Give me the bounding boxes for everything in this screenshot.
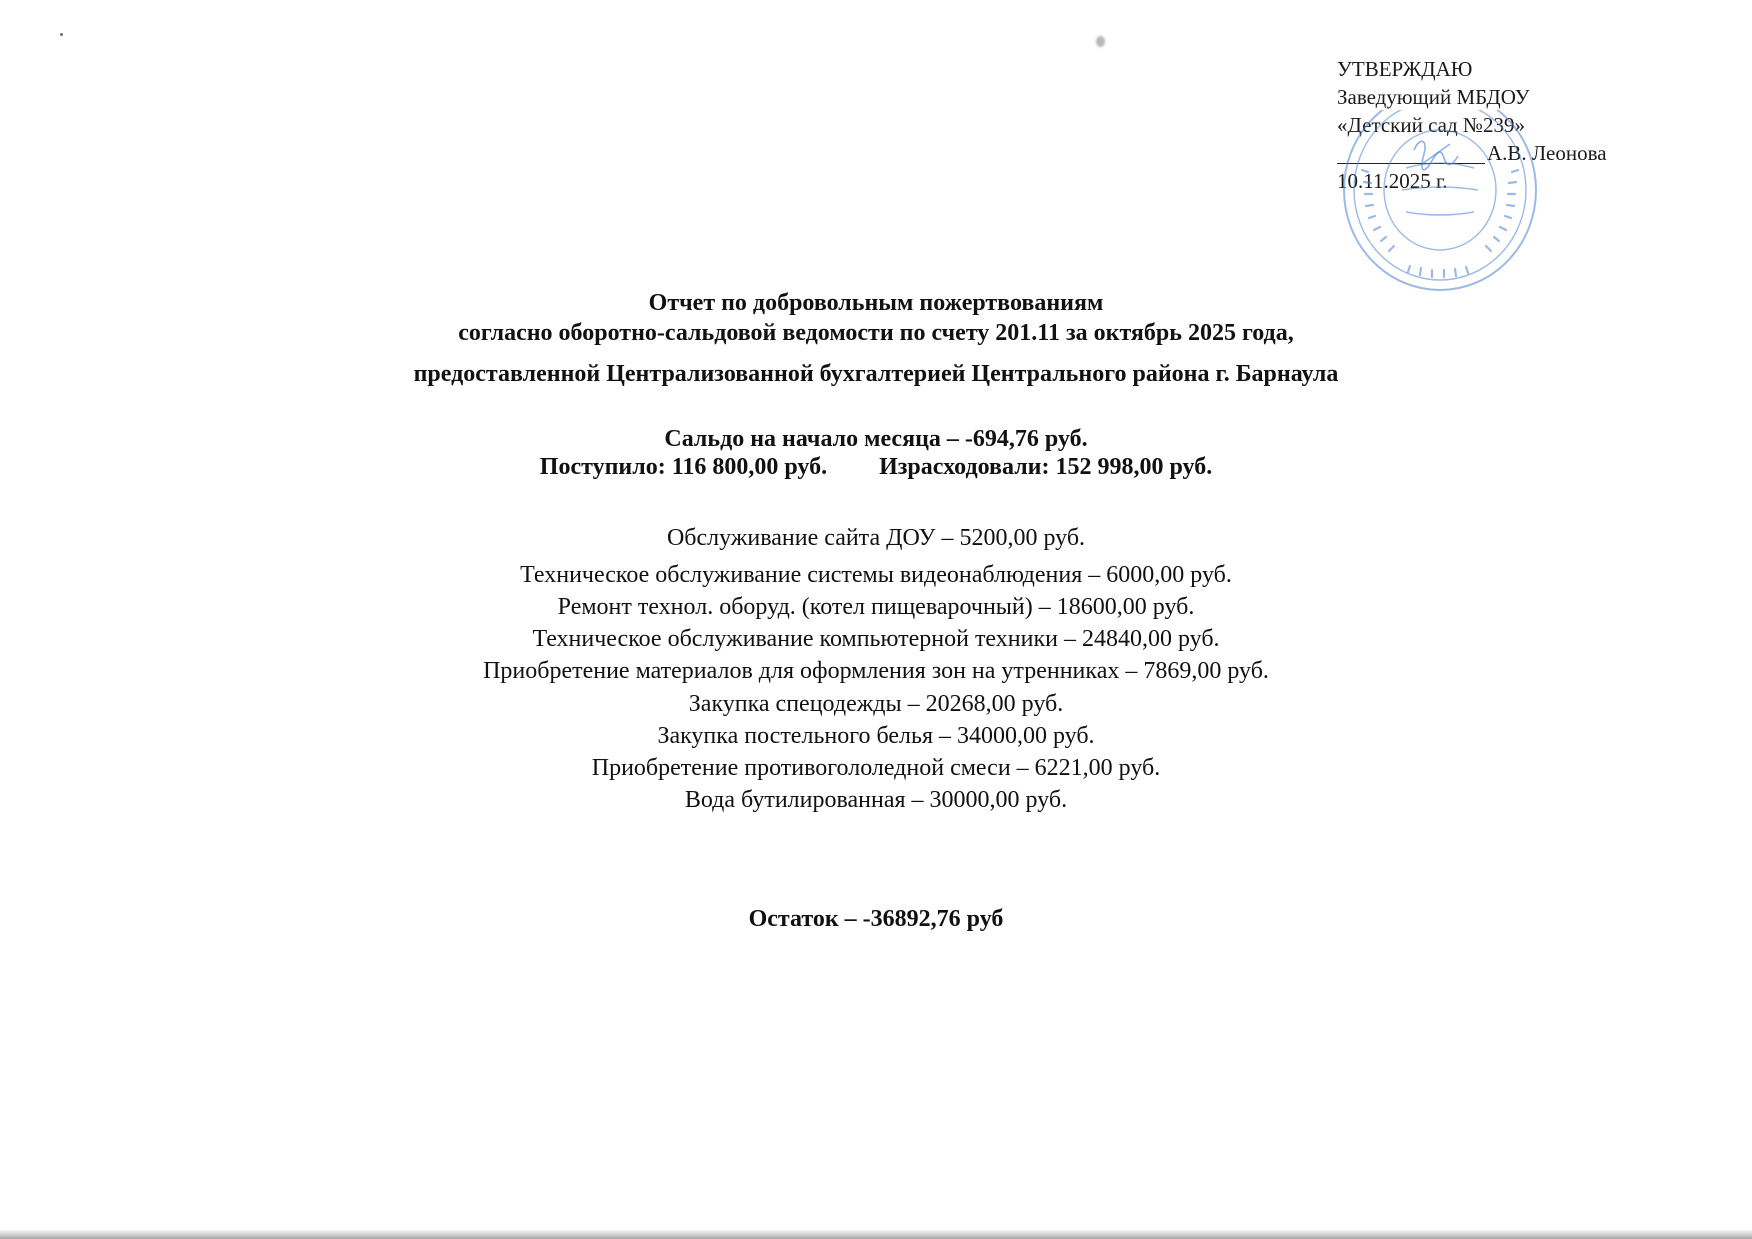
expense-item: Вода бутилированная – 30000,00 руб. xyxy=(684,787,1068,813)
expense-item: Ремонт технол. оборуд. (котел пищеварочный) – 18600,00 руб. xyxy=(557,594,1195,620)
approval-organization: «Детский сад №239» xyxy=(1337,113,1525,137)
report-title: Отчет по добровольным пожертвованиям xyxy=(648,290,1104,316)
signature-row xyxy=(1337,139,1637,167)
approval-label: УТВЕРЖДАЮ xyxy=(1337,57,1473,81)
scan-bottom-edge xyxy=(0,1229,1752,1239)
report-subtitle-accounting: предоставленной Централизованной бухгалтерией Центрального района г. Барнаула xyxy=(413,361,1339,387)
closing-balance: Остаток – -36892,76 руб xyxy=(748,906,1004,932)
expense-item: Закупка постельного белья – 34000,00 руб. xyxy=(657,723,1095,749)
scan-speck xyxy=(60,33,63,36)
approval-block xyxy=(1337,55,1637,195)
expense-item: Обслуживание сайта ДОУ – 5200,00 руб. xyxy=(666,525,1086,551)
received-amount: Поступило: 116 800,00 руб. xyxy=(539,454,828,480)
approval-position: Заведующий МБДОУ xyxy=(1337,85,1530,109)
expense-item: Приобретение материалов для оформления зон на утренниках – 7869,00 руб. xyxy=(483,658,1269,684)
expense-item: Техническое обслуживание системы видеонаблюдения – 6000,00 руб. xyxy=(520,562,1232,588)
approval-date: 10.11.2025 г. xyxy=(1337,169,1448,193)
signature-line xyxy=(1337,163,1485,164)
income-expense-summary xyxy=(0,454,1752,481)
approval-signer: А.В. Леонова xyxy=(1487,141,1607,165)
expense-item: Техническое обслуживание компьютерной техники – 24840,00 руб. xyxy=(532,626,1220,652)
report-subtitle-account: согласно оборотно-сальдовой ведомости по счету 201.11 за октябрь 2025 года, xyxy=(458,320,1294,346)
scan-speck xyxy=(1096,36,1105,47)
opening-balance: Сальдо на начало месяца – -694,76 руб. xyxy=(664,426,1088,452)
expense-item: Закупка спецодежды – 20268,00 руб. xyxy=(688,691,1064,717)
spent-amount: Израсходовали: 152 998,00 руб. xyxy=(879,454,1213,480)
expense-item: Приобретение противогололедной смеси – 6221,00 руб. xyxy=(591,755,1161,781)
